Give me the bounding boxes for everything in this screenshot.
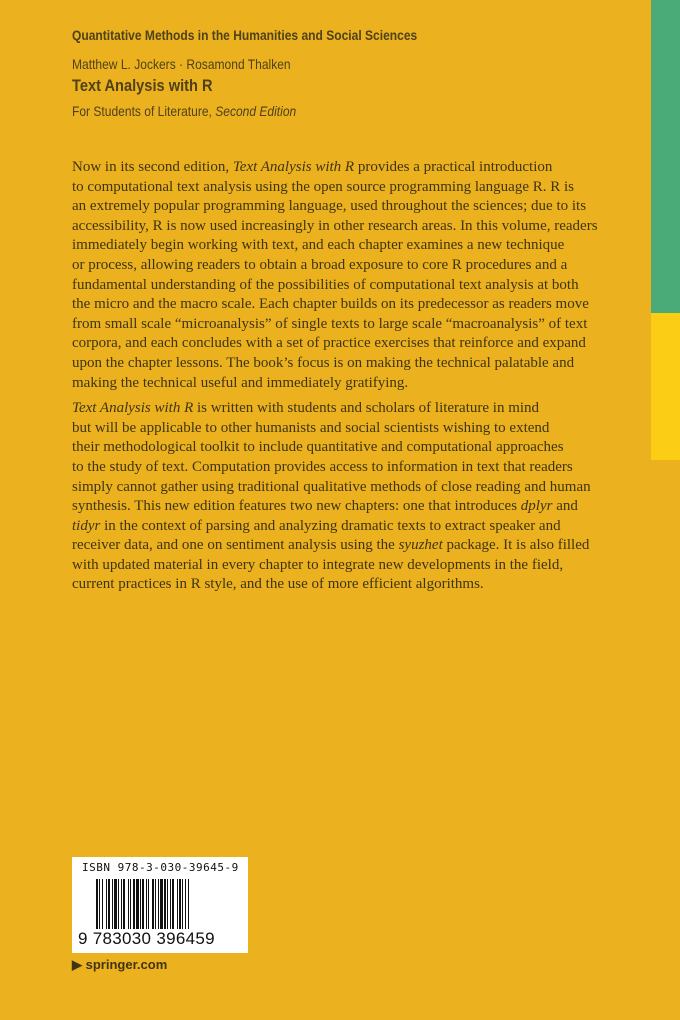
blurb-run: package. It is also filled (442, 537, 590, 554)
blurb-run: Text Analysis with R (232, 159, 355, 175)
blurb-line (72, 517, 632, 537)
blurb-run: to computational text analysis using the open source programming language R. R is (72, 178, 574, 195)
ean-number: 9 783030 396459 (78, 929, 215, 948)
series-title: Quantitative Methods in the Humanities and Social Sciences (72, 27, 418, 43)
blurb-line (72, 295, 632, 315)
blurb-line (72, 236, 632, 256)
blurb-run: accessibility, R is now used increasingly in other research areas. In this volume, readers (72, 217, 598, 234)
blurb-run: is written with students and scholars of literature in mind (193, 400, 540, 417)
blurb-paragraph (72, 399, 632, 595)
blurb-run: making the technical useful and immediately gratifying. (72, 374, 409, 391)
blurb-line (72, 354, 632, 374)
spine-color-band-yellow (651, 313, 680, 460)
blurb-run: current practices in R style, and the use of more efficient algorithms. (72, 576, 484, 593)
blurb-run: Text Analysis with R (72, 400, 194, 417)
publisher-link-text: springer.com (85, 957, 168, 972)
arrow-right-icon: ▶ (72, 957, 86, 972)
authors: Matthew L. Jockers · Rosamond Thalken (72, 56, 291, 72)
barcode-bar (189, 879, 190, 933)
blurb-line (72, 419, 632, 439)
blurb-line (72, 399, 632, 419)
blurb-line (72, 315, 632, 335)
blurb-run: receiver data, and one on sentiment analysis using the (72, 537, 399, 554)
blurb-run: immediately begin working with text, and each chapter examines a new technique (72, 237, 565, 254)
blurb-run: Now in its second edition, (72, 159, 233, 175)
blurb-line (72, 178, 632, 198)
blurb-run: in the context of parsing and analyzing dramatic texts to extract speaker and (100, 517, 561, 534)
blurb-run: to the study of text. Computation provides access to information in text that readers (72, 458, 573, 475)
blurb-run: but will be applicable to other humanists and social scientists wishing to extend (72, 419, 550, 436)
blurb-run: an extremely popular programming language, used throughout the sciences; due to its (72, 198, 587, 215)
blurb-line (72, 536, 632, 556)
blurb-line (72, 575, 632, 595)
blurb-run: corpora, and each concludes with a set of practice exercises that reinforce and expand (72, 335, 586, 352)
blurb-run: simply cannot gather using traditional qualitative methods of close reading and human (72, 478, 591, 495)
spine-color-band-green (651, 0, 680, 313)
barcode (72, 857, 248, 953)
barcode-bars (96, 879, 228, 933)
blurb-run: syuzhet (398, 537, 443, 554)
blurb-run: provides a practical introduction (354, 159, 553, 175)
blurb-line (72, 276, 632, 296)
blurb-line (72, 458, 632, 478)
blurb-run: and (552, 498, 578, 515)
edition-text: Second Edition (215, 103, 297, 119)
subtitle-text: For Students of Literature, (72, 103, 216, 119)
blurb (72, 158, 632, 601)
blurb-run: the micro and the macro scale. Each chapter builds on its predecessor as readers move (72, 296, 589, 313)
blurb-line (72, 374, 632, 394)
blurb-line (72, 197, 632, 217)
blurb-run: fundamental understanding of the possibilities of computational text analysis at both (72, 276, 579, 293)
blurb-run: from small scale “microanalysis” of single texts to large scale “macroanalysis” of text (72, 315, 588, 332)
blurb-run: dplyr (520, 498, 553, 515)
blurb-run: with updated material in every chapter to integrate new developments in the field, (72, 556, 564, 573)
blurb-run: synthesis. This new edition features two new chapters: one that introduces (72, 498, 521, 515)
blurb-line (72, 478, 632, 498)
blurb-line (72, 158, 632, 178)
blurb-line (72, 497, 632, 517)
blurb-line (72, 438, 632, 458)
blurb-run: tidyr (72, 517, 101, 534)
blurb-line (72, 334, 632, 354)
blurb-line (72, 556, 632, 576)
blurb-paragraph (72, 158, 632, 393)
isbn: ISBN 978-3-030-39645-9 (82, 861, 239, 874)
blurb-run: their methodological toolkit to include quantitative and computational approaches (72, 439, 564, 456)
book-title: Text Analysis with R (72, 76, 213, 95)
book-subtitle (72, 103, 296, 119)
blurb-line (72, 256, 632, 276)
blurb-run: upon the chapter lessons. The book’s focus is on making the technical palatable and (72, 354, 575, 371)
blurb-run: or process, allowing readers to obtain a broad exposure to core R procedures and a (72, 256, 568, 273)
publisher-link[interactable] (72, 957, 167, 973)
blurb-line (72, 217, 632, 237)
